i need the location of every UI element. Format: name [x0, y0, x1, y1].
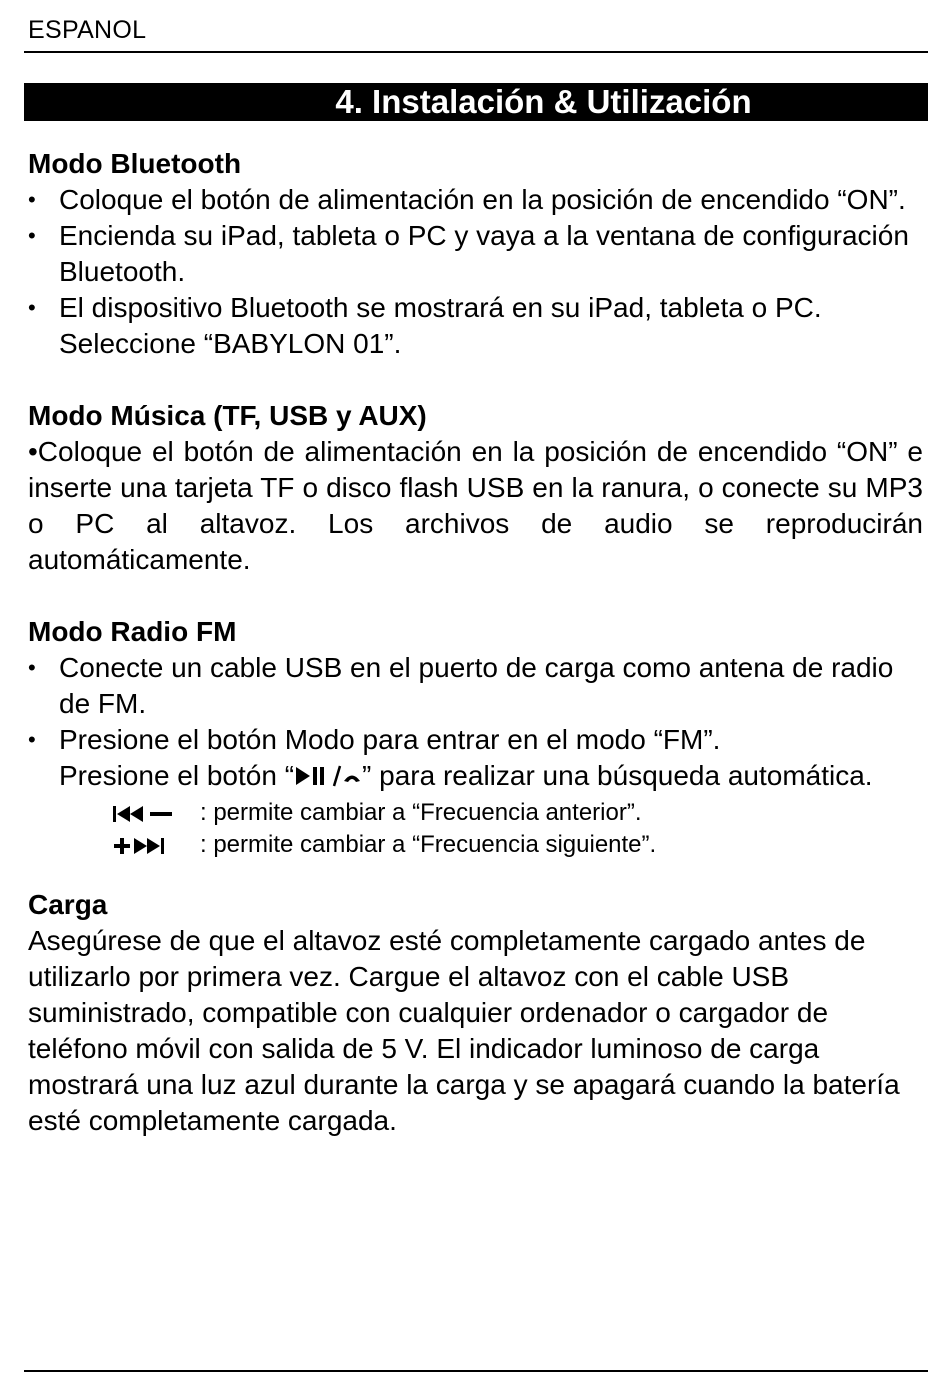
play-pause-call-icon: [294, 761, 362, 797]
charge-body: Asegúrese de que el altavoz esté completamente cargado antes de utilizarlo por primera vez. Cargue el altavoz con el cable USB suministrado, compatible con cualquier ordenador o cargador de teléfono móvil con salida de 5 V. El indicador luminoso de carga mostrará una luz azul durante la carga y se apagará cuando la batería esté completamente cargada.: [28, 925, 900, 1136]
list-item: • Conecte un cable USB en el puerto de carga como antena de radio de FM.: [28, 652, 894, 719]
radio-steps: [28, 650, 923, 797]
prev-frequency-line: : permite cambiar a “Frecuencia anterior”.: [28, 797, 923, 829]
section-title: 4. Instalación & Utilización: [24, 83, 928, 121]
list-item: • Presione el botón Modo para entrar en el modo “FM”. Presione el botón “ ” para realizar una búsqueda automática.: [28, 722, 923, 797]
radio-heading: Modo Radio FM: [28, 616, 237, 647]
music-heading: Modo Música (TF, USB y AUX): [28, 400, 427, 431]
list-item: • El dispositivo Bluetooth se mostrará en su iPad, tableta o PC. Seleccione “BABYLON 01”.: [28, 292, 822, 359]
next-frequency-line: : permite cambiar a “Frecuencia siguiente”.: [28, 829, 923, 861]
bullet: •: [28, 655, 36, 680]
plus-next-icon: [112, 833, 176, 865]
bluetooth-steps: [28, 182, 923, 362]
bullet: •: [28, 727, 36, 752]
bluetooth-heading: Modo Bluetooth: [28, 148, 242, 179]
list-item: • Encienda su iPad, tableta o PC y vaya a la ventana de configuración Bluetooth.: [28, 220, 909, 287]
list-item: • Coloque el botón de alimentación en la posición de encendido “ON”.: [28, 182, 923, 218]
bullet: •: [28, 295, 36, 320]
charge-heading: Carga: [28, 889, 108, 920]
manual-content: [28, 146, 923, 1139]
bottom-divider: [24, 1370, 928, 1372]
top-divider: [24, 51, 928, 53]
music-body: •Coloque el botón de alimentación en la posición de encendido “ON” e inserte una tarjeta TF o disco flash USB en la ranura, o conecte su MP3 o PC al altavoz. Los archivos de audio se reproducirán automáticamente.: [28, 436, 923, 575]
language-label: ESPANOL: [28, 16, 147, 44]
bullet: •: [28, 223, 36, 248]
bullet: •: [28, 187, 36, 212]
